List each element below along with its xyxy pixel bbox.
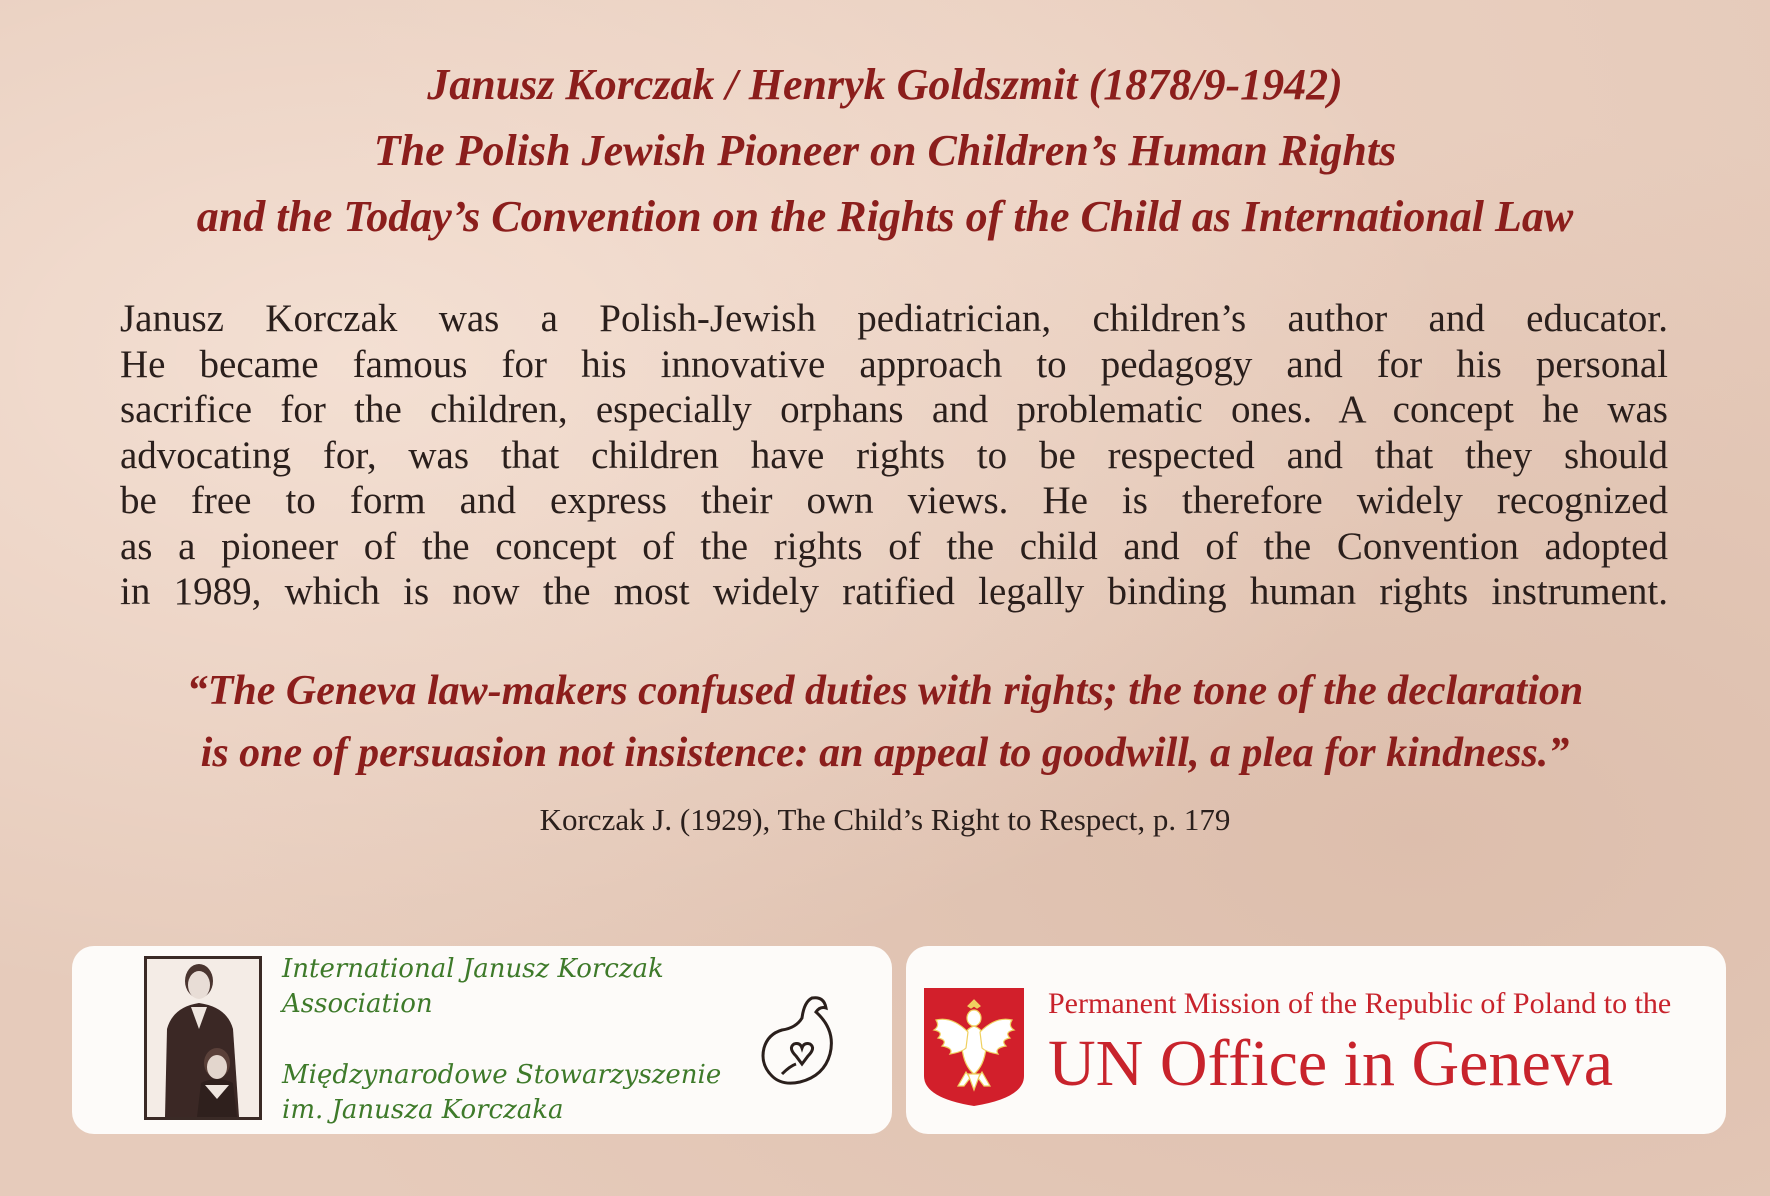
body-paragraph [120, 296, 1668, 615]
body-line: as a pioneer of the concept of the rights of the child and of the Convention adopted [120, 524, 1668, 568]
body-line: sacrifice for the children, especially orphans and problematic ones. A concept he was [120, 388, 1668, 431]
association-panel [72, 946, 892, 1134]
mission-title: UN Office in Geneva [1048, 1027, 1614, 1100]
mission-subtitle: Permanent Mission of the Republic of Poland to the [1048, 987, 1672, 1020]
association-name-pl-2: im. Janusza Korczaka [282, 1095, 564, 1125]
korczak-portrait-icon [144, 956, 262, 1120]
body-line: advocating for, was that children have rights to be respected and that they should [120, 433, 1668, 477]
quote [80, 660, 1690, 784]
quote-line-2: is one of persuasion not insistence: an appeal to goodwill, a plea for kindness.” [200, 730, 1570, 776]
heading-line-1: Janusz Korczak / Henryk Goldszmit (1878/9-1942) [427, 60, 1343, 109]
association-name [282, 952, 721, 1128]
dove-heart-icon [752, 990, 842, 1090]
body-line: be free to form and express their own views. He is therefore widely recognized [120, 479, 1668, 522]
association-name-pl-1: Międzynarodowe Stowarzyszenie [282, 1060, 722, 1090]
body-line: Janusz Korczak was a Polish-Jewish pediatrician, children’s author and educator. [120, 297, 1668, 340]
body-line: He became famous for his innovative approach to pedagogy and for his personal [120, 342, 1668, 386]
citation: Korczak J. (1929), The Child’s Right to Respect, p. 179 [539, 802, 1231, 837]
heading [80, 52, 1690, 250]
heading-line-3: and the Today’s Convention on the Rights of the Child as International Law [196, 192, 1574, 241]
association-name-en-1: International Janusz Korczak [282, 954, 664, 984]
heading-line-2: The Polish Jewish Pioneer on Children’s Human Rights [373, 126, 1397, 175]
body-line: in 1989, which is now the most widely ratified legally binding human rights instrument. [120, 570, 1668, 613]
mission-panel [906, 946, 1726, 1134]
polish-eagle-emblem-icon [922, 986, 1026, 1108]
quote-line-1: “The Geneva law-makers confused duties with rights; the tone of the declaration [186, 668, 1584, 714]
association-name-en-2: Association [282, 989, 433, 1019]
